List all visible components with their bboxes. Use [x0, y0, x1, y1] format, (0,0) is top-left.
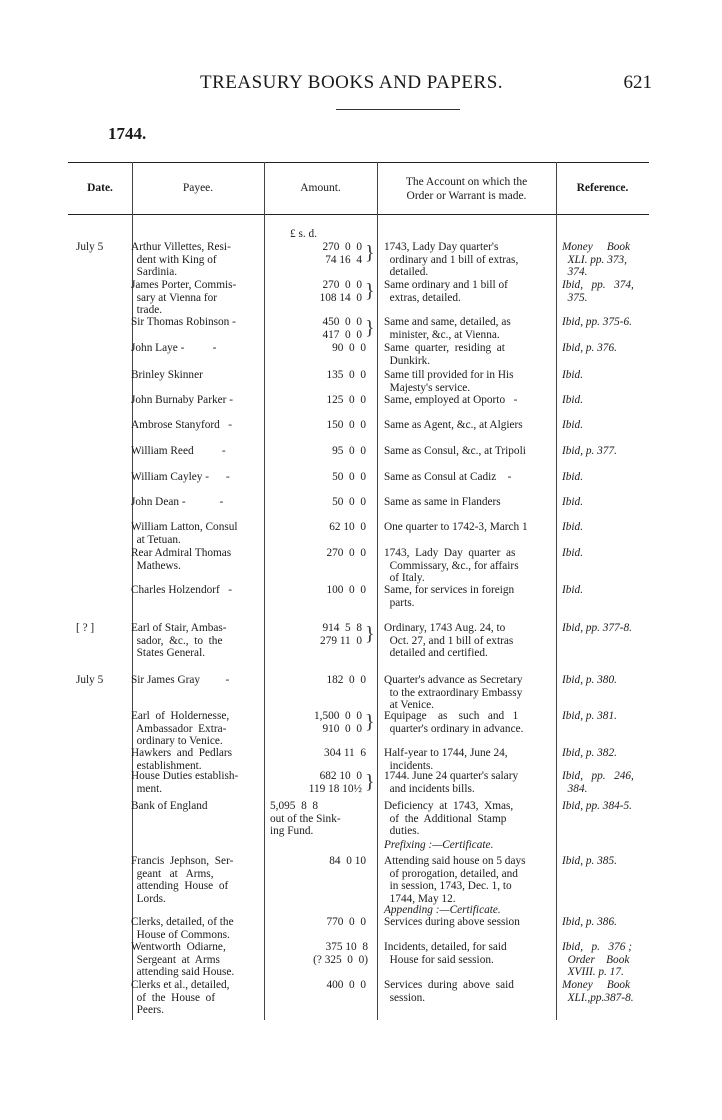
appending-note: Appending :—Certificate.	[384, 904, 501, 916]
prefixing-note: Prefixing :—Certificate.	[384, 839, 494, 851]
row-reference: Ibid.	[562, 584, 584, 596]
row-payee: Clerks et al., detailed, of the House of Peers.	[131, 979, 230, 1017]
row-payee: John Dean - -	[131, 496, 224, 508]
row-reference: Ibid, pp. 377-8.	[562, 622, 632, 634]
row-amount: 682 10 0 119 18 10½	[308, 770, 362, 795]
row-reference: Ibid.	[562, 496, 584, 508]
header-amount: Amount.	[300, 182, 341, 194]
row-reference: Ibid, pp. 375-6.	[562, 316, 632, 328]
row-payee: Hawkers and Pedlars establishment.	[131, 747, 233, 772]
row-date: [ ? ]	[76, 622, 95, 634]
row-account: Same, employed at Oporto -	[384, 394, 518, 406]
row-payee: Sir James Gray -	[131, 674, 230, 686]
row-amount: 135 0 0	[326, 369, 366, 381]
row-payee: Bank of England	[131, 800, 208, 812]
row-amount: 84 0 10	[329, 855, 366, 867]
amount-brace: }	[365, 711, 375, 733]
row-account: Ordinary, 1743 Aug. 24, to Oct. 27, and 1 bill of extras detailed and certified.	[384, 622, 514, 660]
row-account: 1743, Lady Day quarter's ordinary and 1 bill of extras, detailed.	[384, 241, 519, 279]
row-reference: Money Book XLI.,pp.387-8.	[562, 979, 634, 1004]
row-account: Services during above session	[384, 916, 520, 928]
header-account-line1: The Account on which the	[405, 176, 528, 188]
row-account: 1744. June 24 quarter's salary and incidents bills.	[384, 770, 519, 795]
row-reference: Ibid, p. 385.	[562, 855, 617, 867]
page-header	[0, 72, 722, 102]
row-account: Deficiency at 1743, Xmas, of the Additional Stamp duties.	[384, 800, 514, 838]
row-payee: House Duties establish- ment.	[131, 770, 239, 795]
row-amount: 5,095 8 8 out of the Sink- ing Fund.	[270, 800, 341, 838]
table-top-rule	[68, 162, 649, 163]
row-account: Half-year to 1744, June 24, incidents.	[384, 747, 508, 772]
row-reference: Ibid, pp. 374, 375.	[562, 279, 634, 304]
row-payee: Wentworth Odiarne, Sergeant at Arms attending said House.	[131, 941, 235, 979]
row-account: Same, for services in foreign parts.	[384, 584, 515, 609]
row-amount: 50 0 0	[332, 496, 366, 508]
row-payee: Earl of Stair, Ambas- sador, &c., to the States General.	[131, 622, 227, 660]
row-amount: 304 11 6	[324, 747, 366, 759]
row-account: Same till provided for in His Majesty's service.	[384, 369, 514, 394]
amount-brace: }	[365, 623, 375, 645]
row-amount: 914 5 8 279 11 0	[320, 622, 362, 647]
row-payee: Earl of Holdernesse, Ambassador Extra- ordinary to Venice.	[131, 710, 230, 748]
row-reference: Ibid.	[562, 369, 584, 381]
row-amount: 62 10 0	[329, 521, 366, 533]
column-divider	[556, 162, 557, 1020]
row-amount: 400 0 0	[326, 979, 366, 991]
row-reference: Ibid.	[562, 547, 584, 559]
row-payee: John Burnaby Parker -	[131, 394, 233, 406]
row-account: One quarter to 1742-3, March 1	[384, 521, 528, 533]
row-payee: William Cayley - -	[131, 471, 230, 483]
row-payee: Ambrose Stanyford -	[131, 419, 233, 431]
row-reference: Ibid, pp. 246, 384.	[562, 770, 634, 795]
amount-brace: }	[365, 242, 375, 264]
row-date: July 5	[76, 674, 104, 686]
row-payee: John Laye - -	[131, 342, 217, 354]
column-divider	[264, 162, 265, 1020]
row-payee: Sir Thomas Robinson -	[131, 316, 236, 328]
row-reference: Ibid.	[562, 521, 584, 533]
amount-brace: }	[365, 771, 375, 793]
row-amount: 95 0 0	[332, 445, 366, 457]
row-amount: 125 0 0	[326, 394, 366, 406]
amount-brace: }	[365, 280, 375, 302]
row-payee: Rear Admiral Thomas Mathews.	[131, 547, 232, 572]
header-reference: Reference.	[576, 182, 629, 194]
row-date: July 5	[76, 241, 104, 253]
row-account: Equipage as such and 1 quarter's ordinary in advance.	[384, 710, 524, 735]
running-title: TREASURY BOOKS AND PAPERS.	[200, 72, 504, 93]
row-amount: 450 0 0 417 0 0	[322, 316, 362, 341]
row-payee: Francis Jephson, Ser- geant at Arms, attending House of Lords.	[131, 855, 234, 905]
header-payee: Payee.	[182, 182, 214, 194]
row-account: Same as Consul, &c., at Tripoli	[384, 445, 526, 457]
row-account: Same and same, detailed, as minister, &c., at Vienna.	[384, 316, 511, 341]
row-amount: 270 0 0 108 14 0	[319, 279, 362, 304]
row-reference: Ibid.	[562, 419, 584, 431]
header-account-line2: Order or Warrant is made.	[406, 190, 527, 202]
row-account: Same as Consul at Cadiz -	[384, 471, 512, 483]
row-payee: Clerks, detailed, of the House of Commons.	[131, 916, 234, 941]
row-amount: 90 0 0	[332, 342, 366, 354]
row-reference: Ibid.	[562, 394, 584, 406]
row-amount: 182 0 0	[326, 674, 366, 686]
row-account: Same quarter, residing at Dunkirk.	[384, 342, 505, 367]
table-header-rule	[68, 214, 649, 215]
row-amount: 50 0 0	[332, 471, 366, 483]
row-account: Quarter's advance as Secretary to the extraordinary Embassy at Venice.	[384, 674, 523, 712]
row-account: Same as same in Flanders	[384, 496, 501, 508]
row-reference: Ibid, p. 380.	[562, 674, 617, 686]
row-amount: 150 0 0	[326, 419, 366, 431]
row-reference: Ibid, pp. 384-5.	[562, 800, 632, 812]
row-payee: Charles Holzendorf -	[131, 584, 233, 596]
row-account: Same as Agent, &c., at Algiers	[384, 419, 523, 431]
row-account: Services during above said session.	[384, 979, 514, 1004]
header-rule	[336, 109, 460, 110]
row-reference: Ibid, p. 377.	[562, 445, 617, 457]
row-payee: Arthur Villettes, Resi- dent with King of Sardinia.	[131, 241, 231, 279]
row-amount: 375 10 8 (? 325 0 0)	[313, 941, 368, 966]
row-reference: Money Book XLI. pp. 373, 374.	[562, 241, 631, 279]
row-payee: Brinley Skinner	[131, 369, 203, 381]
row-account: 1743, Lady Day quarter as Commissary, &c., for affairs of Italy.	[384, 547, 519, 585]
row-amount: 770 0 0	[326, 916, 366, 928]
page-number: 621	[623, 72, 652, 93]
row-account: Attending said house on 5 days of prorogation, detailed, and in session, 1743, Dec. 1, to 1744, May 12.	[384, 855, 526, 905]
header-date: Date.	[87, 182, 113, 194]
row-reference: Ibid, p. 381.	[562, 710, 617, 722]
row-amount: 1,500 0 0 910 0 0	[313, 710, 362, 735]
row-account: Same ordinary and 1 bill of extras, detailed.	[384, 279, 508, 304]
row-amount: 270 0 0	[326, 547, 366, 559]
row-account: Incidents, detailed, for said House for said session.	[384, 941, 507, 966]
row-reference: Ibid.	[562, 471, 584, 483]
row-amount: 100 0 0	[326, 584, 366, 596]
amount-brace: }	[365, 317, 375, 339]
row-reference: Ibid, p. 382.	[562, 747, 617, 759]
currency-heading: £ s. d.	[290, 228, 317, 240]
row-amount: 270 0 0 74 16 4	[322, 241, 362, 266]
row-payee: William Latton, Consul at Tetuan.	[131, 521, 238, 546]
row-reference: Ibid, p. 386.	[562, 916, 617, 928]
ledger-table	[68, 162, 649, 1020]
row-reference: Ibid, p. 376.	[562, 342, 617, 354]
year-heading: 1744.	[108, 124, 147, 143]
row-payee: William Reed -	[131, 445, 226, 457]
row-payee: James Porter, Commis- sary at Vienna for trade.	[131, 279, 237, 317]
column-divider	[377, 162, 378, 1020]
row-reference: Ibid, p. 376 ; Order Book XVIII. p. 17.	[562, 941, 632, 979]
